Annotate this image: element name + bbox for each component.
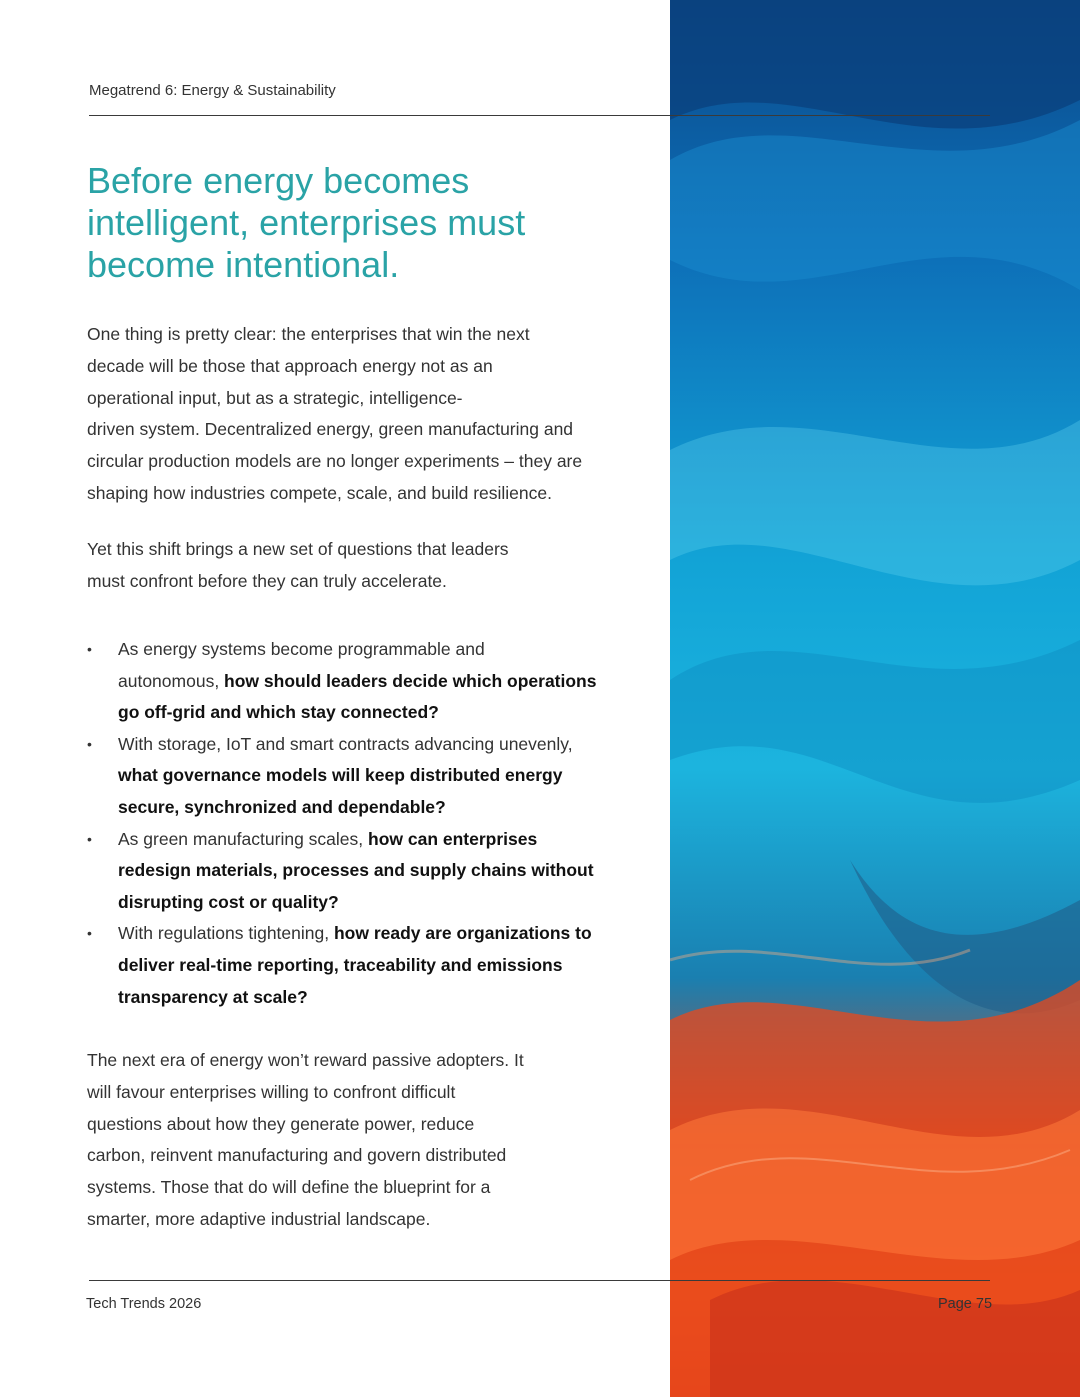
page-headline: [87, 160, 607, 286]
bullet-marker: •: [87, 830, 92, 847]
questions-list: [87, 634, 647, 1013]
question-emphasis: redesign materials, processes and supply chains without: [118, 860, 594, 881]
lead-in-line: must confront before they can truly accelerate.: [87, 570, 447, 591]
headline-line-2: intelligent, enterprises must: [87, 202, 526, 243]
list-item: [87, 634, 647, 729]
intro-paragraph: [87, 319, 582, 510]
closing-line: The next era of energy won’t reward passive adopters. It: [87, 1050, 524, 1070]
lead-in-paragraph: [87, 534, 509, 598]
question-emphasis: disrupting cost or quality?: [118, 891, 339, 912]
list-item: [87, 824, 647, 919]
question-emphasis: secure, synchronized and dependable?: [118, 796, 446, 817]
question-text: As energy systems become programmable and: [118, 639, 485, 659]
question-emphasis: how should leaders decide which operations: [224, 670, 597, 691]
question-emphasis: transparency at scale?: [118, 986, 308, 1007]
question-emphasis: go off-grid and which stay connected?: [118, 702, 439, 723]
running-head: Megatrend 6: Energy & Sustainability: [89, 82, 336, 99]
question-text: With storage, IoT and smart contracts advancing unevenly,: [118, 733, 573, 754]
question-emphasis: deliver real-time reporting, traceability and emissions: [118, 954, 563, 975]
intro-line: operational input, but as a strategic, intelligence-: [87, 387, 463, 408]
closing-line: systems. Those that do will define the blueprint for a: [87, 1177, 491, 1198]
list-item: [87, 918, 647, 1013]
question-emphasis: how ready are organizations to: [333, 923, 592, 944]
headline-line-1: Before energy becomes: [87, 160, 470, 201]
abstract-wave-artwork: [670, 0, 1080, 1397]
bullet-marker: •: [87, 925, 92, 942]
intro-line: decade will be those that approach energy not as an: [87, 355, 493, 376]
question-emphasis: how can enterprises: [368, 828, 538, 849]
footer-divider: [89, 1280, 990, 1281]
question-text: As green manufacturing scales,: [118, 828, 368, 849]
intro-line: One thing is pretty clear: the enterprises that win the next: [87, 324, 530, 344]
intro-line: circular production models are no longer experiments – they are: [87, 451, 583, 472]
publication-name: Tech Trends 2026: [86, 1296, 202, 1312]
closing-line: smarter, more adaptive industrial landscape.: [87, 1208, 431, 1229]
header-divider: [89, 115, 990, 116]
closing-line: carbon, reinvent manufacturing and govern distributed: [87, 1145, 507, 1166]
list-item: [87, 729, 647, 824]
question-emphasis: what governance models will keep distributed energy: [118, 765, 563, 786]
bullet-marker: •: [87, 641, 92, 657]
headline-line-3: become intentional.: [87, 244, 400, 285]
closing-paragraph: [87, 1045, 524, 1236]
question-text: With regulations tightening,: [118, 923, 334, 944]
closing-line: questions about how they generate power, reduce: [87, 1113, 475, 1134]
lead-in-line: Yet this shift brings a new set of questions that leaders: [87, 539, 509, 559]
question-text: autonomous,: [118, 670, 225, 691]
page-number: Page 75: [938, 1296, 993, 1312]
intro-line: driven system. Decentralized energy, green manufacturing and: [87, 419, 574, 440]
intro-line: shaping how industries compete, scale, and build resilience.: [87, 482, 552, 503]
closing-line: will favour enterprises willing to confront difficult: [87, 1081, 456, 1102]
bullet-marker: •: [87, 735, 92, 752]
wave-shapes: [670, 0, 1080, 1397]
